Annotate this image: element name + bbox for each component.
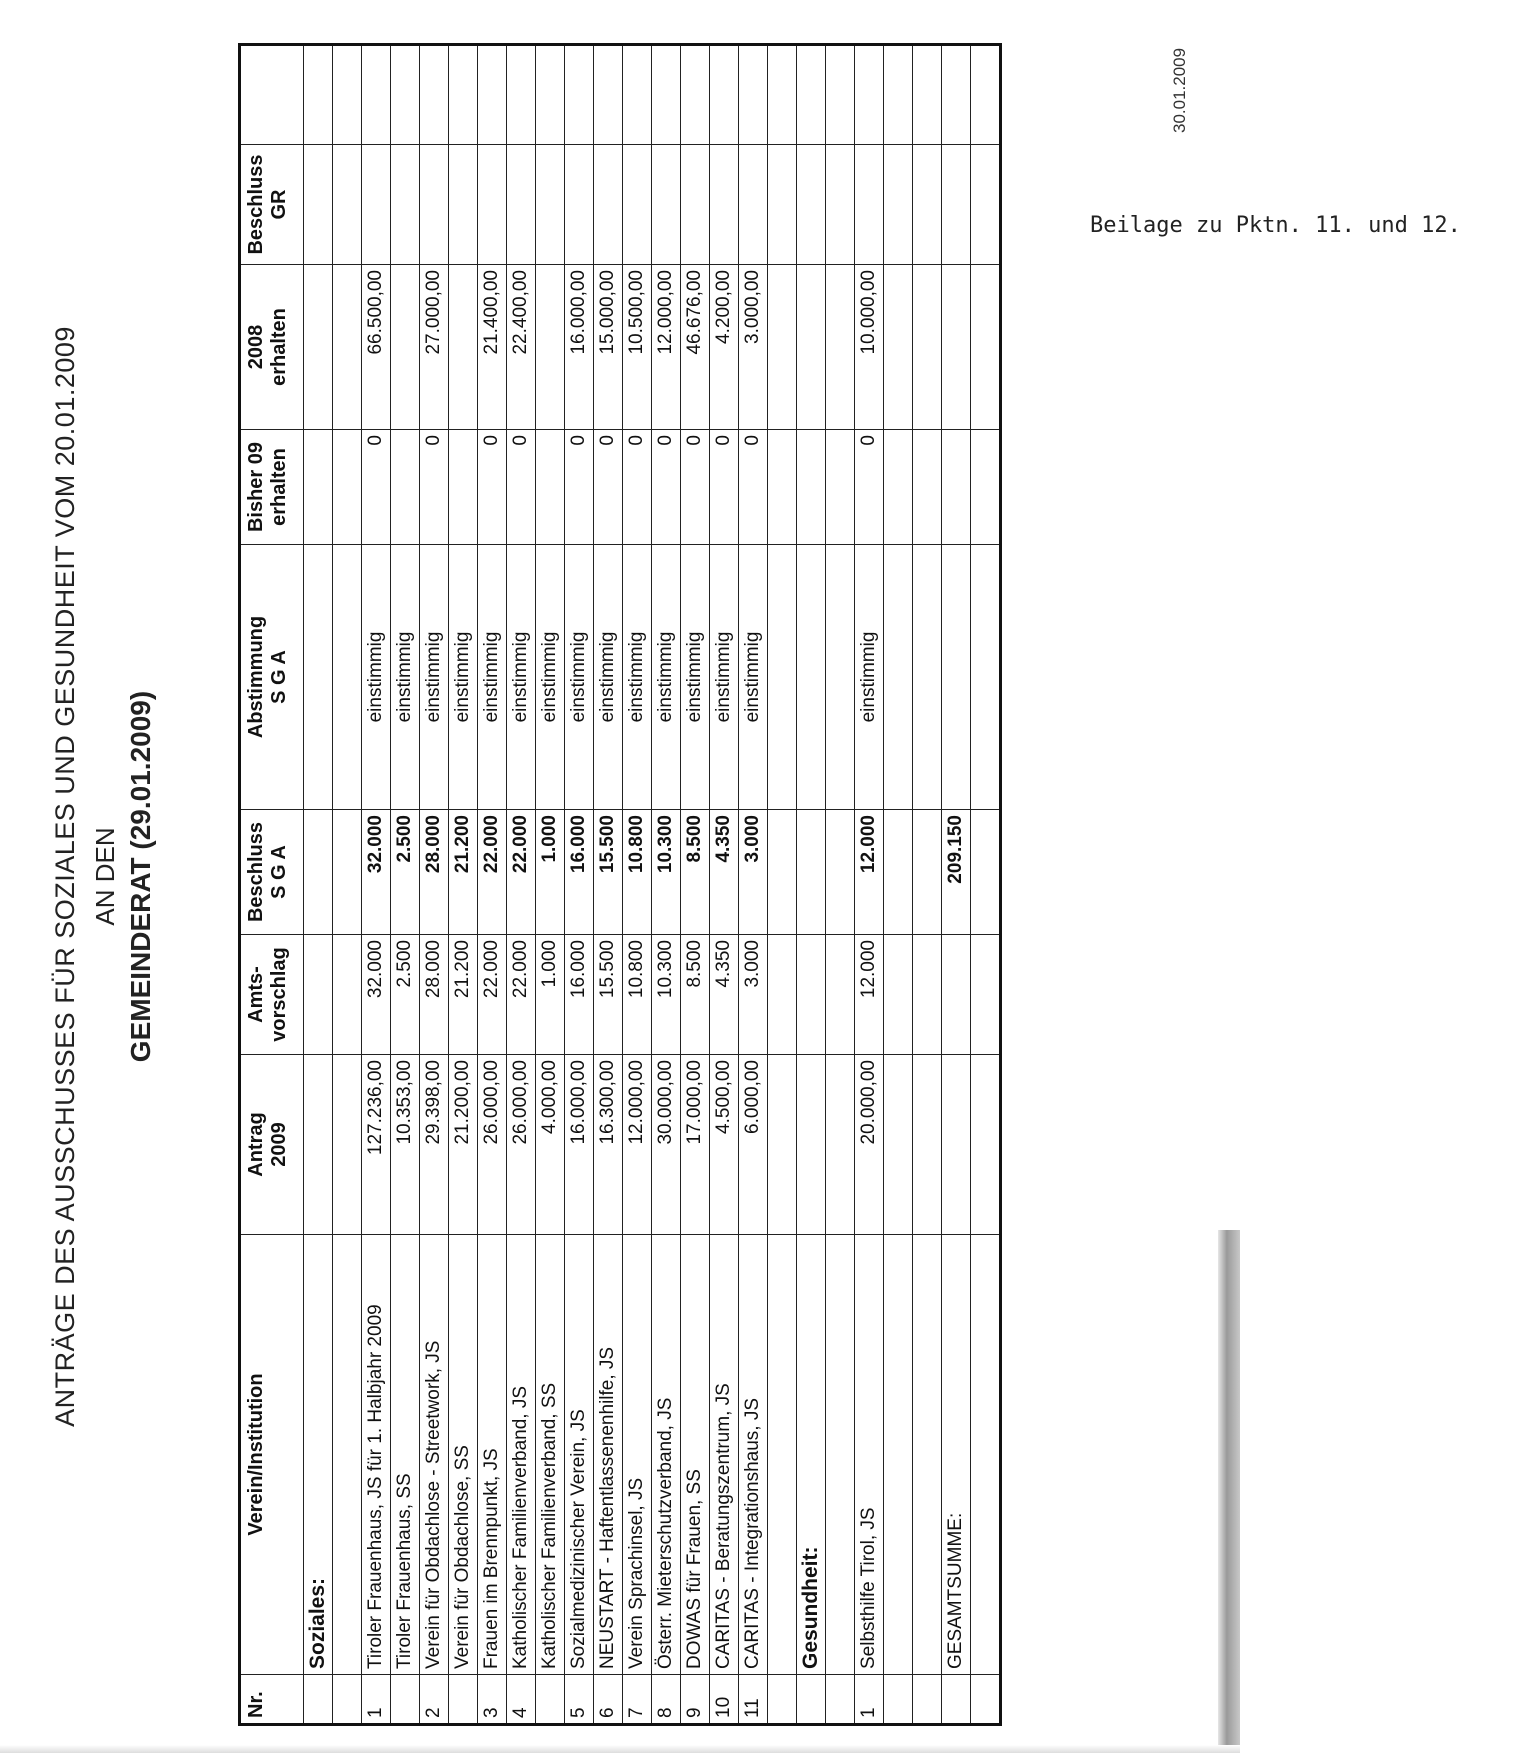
row-beschluss-gr [681,145,710,265]
row-antrag: 10.353,00 [391,1055,420,1235]
row-antrag: 4.500,00 [710,1055,739,1235]
cell-empty [942,1675,971,1725]
row-bisher: 0 [710,430,739,545]
row-nr [449,1675,478,1725]
cell-empty [826,45,855,145]
header-beschluss-l1: Beschluss [245,821,267,923]
table-row [594,45,623,1725]
stamp-date: 30.01.2009 [1170,47,1189,133]
handwritten-annotation: Beilage zu Pktn. 11. und 12. [1090,213,1461,238]
header-verein: Verein/Institution [240,1235,304,1675]
table-body [304,45,1001,1725]
row-empty [652,45,681,145]
row-antrag: 17.000,00 [681,1055,710,1235]
cell-empty [913,430,942,545]
cell-empty [797,1675,826,1725]
row-nr [536,1675,565,1725]
row-erhalten-2008: 10.000,00 [855,265,884,430]
cell-empty [942,1055,971,1235]
cell-empty [304,545,333,810]
row-abstimmung: einstimmig [507,545,536,810]
row-empty [507,45,536,145]
row-beschluss-gr [420,145,449,265]
row-erhalten-2008: 16.000,00 [565,265,594,430]
cell-empty [942,45,971,145]
row-empty [681,45,710,145]
cell-empty [913,1055,942,1235]
cell-empty [971,1675,1001,1725]
row-abstimmung: einstimmig [855,545,884,810]
row-empty [478,45,507,145]
row-erhalten-2008: 46.676,00 [681,265,710,430]
spacer-row [913,45,942,1725]
row-amtsvorschlag: 10.800 [623,935,652,1055]
row-beschluss: 2.500 [391,810,420,935]
cell-empty [797,145,826,265]
header-amts-l1: Amts- [245,966,267,1023]
row-verein: Verein Sprachinsel, JS [623,1235,652,1675]
cell-empty [768,545,797,810]
row-empty [855,45,884,145]
cell-empty [304,935,333,1055]
row-verein: Tiroler Frauenhaus, JS für 1. Halbjahr 2009 [362,1235,391,1675]
cell-empty [913,45,942,145]
total-value: 209.150 [942,810,971,935]
cell-empty [942,430,971,545]
cell-empty [942,935,971,1055]
row-beschluss: 21.200 [449,810,478,935]
row-abstimmung: einstimmig [362,545,391,810]
row-abstimmung: einstimmig [449,545,478,810]
row-beschluss-gr [623,145,652,265]
row-antrag: 20.000,00 [855,1055,884,1235]
header-amts [240,935,304,1055]
cell-empty [971,265,1001,430]
row-amtsvorschlag: 12.000 [855,935,884,1055]
cell-empty [884,430,913,545]
cell-empty [797,545,826,810]
table-row [391,45,420,1725]
header-antrag-l1: Antrag [245,1112,267,1177]
cell-empty [913,265,942,430]
header-amts-l2: vorschlag [268,947,290,1042]
row-nr: 7 [623,1675,652,1725]
row-bisher: 0 [478,430,507,545]
row-abstimmung: einstimmig [420,545,449,810]
row-empty [420,45,449,145]
cell-empty [304,1675,333,1725]
header-beschluss [240,810,304,935]
cell-empty [304,810,333,935]
cell-empty [768,1235,797,1675]
row-empty [536,45,565,145]
cell-empty [826,430,855,545]
row-bisher: 0 [507,430,536,545]
row-antrag: 4.000,00 [536,1055,565,1235]
row-empty [449,45,478,145]
row-beschluss: 3.000 [739,810,768,935]
row-erhalten-2008: 12.000,00 [652,265,681,430]
header-bisher-l1: Bisher 09 [245,441,267,533]
row-nr: 11 [739,1675,768,1725]
cell-empty [971,145,1001,265]
cell-empty [304,45,333,145]
cell-empty [797,810,826,935]
row-erhalten-2008: 66.500,00 [362,265,391,430]
cell-empty [333,935,362,1055]
header-abstimmung [240,545,304,810]
row-abstimmung: einstimmig [391,545,420,810]
row-verein: Katholischer Familienverband, JS [507,1235,536,1675]
row-verein: CARITAS - Integrationshaus, JS [739,1235,768,1675]
row-antrag: 30.000,00 [652,1055,681,1235]
row-amtsvorschlag: 2.500 [391,935,420,1055]
row-erhalten-2008: 27.000,00 [420,265,449,430]
row-amtsvorschlag: 15.500 [594,935,623,1055]
cell-empty [913,935,942,1055]
row-nr: 10 [710,1675,739,1725]
row-erhalten-2008: 3.000,00 [739,265,768,430]
row-amtsvorschlag: 32.000 [362,935,391,1055]
row-beschluss-gr [652,145,681,265]
row-abstimmung: einstimmig [652,545,681,810]
row-empty [623,45,652,145]
cell-empty [333,265,362,430]
row-empty [710,45,739,145]
row-verein: Frauen im Brennpunkt, JS [478,1235,507,1675]
cell-empty [826,145,855,265]
header-antrag [240,1055,304,1235]
row-nr: 5 [565,1675,594,1725]
row-beschluss-gr [391,145,420,265]
row-empty [739,45,768,145]
header-bisher [240,430,304,545]
row-nr [391,1675,420,1725]
row-amtsvorschlag: 4.350 [710,935,739,1055]
cell-empty [768,45,797,145]
row-empty [362,45,391,145]
cell-empty [826,1055,855,1235]
row-beschluss-gr [362,145,391,265]
header-abstimmung-l2: S G A [268,650,290,704]
cell-empty [797,935,826,1055]
cell-empty [884,45,913,145]
row-beschluss: 16.000 [565,810,594,935]
section-row-soziales [304,45,333,1725]
row-bisher: 0 [623,430,652,545]
row-beschluss: 22.000 [478,810,507,935]
cell-empty [768,265,797,430]
row-abstimmung: einstimmig [739,545,768,810]
row-verein: Verein für Obdachlose - Streetwork, JS [420,1235,449,1675]
row-bisher: 0 [652,430,681,545]
row-abstimmung: einstimmig [536,545,565,810]
row-antrag: 21.200,00 [449,1055,478,1235]
row-abstimmung: einstimmig [623,545,652,810]
cell-empty [826,265,855,430]
cell-empty [913,1235,942,1675]
cell-empty [797,45,826,145]
cell-empty [304,1055,333,1235]
cell-empty [971,545,1001,810]
table-row [478,45,507,1725]
row-beschluss-gr [478,145,507,265]
row-bisher: 0 [420,430,449,545]
spacer-row [826,45,855,1725]
cell-empty [826,1235,855,1675]
row-amtsvorschlag: 21.200 [449,935,478,1055]
spacer-row [768,45,797,1725]
document-subtitle: AN DEN [90,827,120,926]
cell-empty [884,1055,913,1235]
cell-empty [333,1055,362,1235]
row-nr: 1 [362,1675,391,1725]
row-amtsvorschlag: 8.500 [681,935,710,1055]
cell-empty [768,810,797,935]
cell-empty [942,265,971,430]
header-abstimmung-l1: Abstimmung [245,615,267,739]
spacer-row [333,45,362,1725]
row-verein: Katholischer Familienverband, SS [536,1235,565,1675]
row-verein: Selbsthilfe Tirol, JS [855,1235,884,1675]
row-bisher: 0 [594,430,623,545]
row-verein: DOWAS für Frauen, SS [681,1235,710,1675]
header-empty [240,45,304,145]
row-bisher [391,430,420,545]
cell-empty [884,545,913,810]
spacer-row [884,45,913,1725]
row-beschluss: 15.500 [594,810,623,935]
table-row [420,45,449,1725]
cell-empty [884,1675,913,1725]
row-bisher: 0 [565,430,594,545]
table-row [681,45,710,1725]
cell-empty [826,1675,855,1725]
cell-empty [768,145,797,265]
cell-empty [971,45,1001,145]
row-erhalten-2008: 10.500,00 [623,265,652,430]
cell-empty [971,1235,1001,1675]
row-verein: Österr. Mieterschutzverband, JS [652,1235,681,1675]
cell-empty [913,1675,942,1725]
table-header-row [240,45,304,1725]
row-beschluss: 22.000 [507,810,536,935]
row-amtsvorschlag: 10.300 [652,935,681,1055]
row-bisher: 0 [855,430,884,545]
row-beschluss-gr [594,145,623,265]
table-row [362,45,391,1725]
table-row [565,45,594,1725]
cell-empty [797,430,826,545]
row-bisher: 0 [681,430,710,545]
row-erhalten-2008: 15.000,00 [594,265,623,430]
cell-empty [333,545,362,810]
row-nr: 3 [478,1675,507,1725]
cell-empty [884,1235,913,1675]
row-abstimmung: einstimmig [594,545,623,810]
row-beschluss: 28.000 [420,810,449,935]
row-amtsvorschlag: 22.000 [507,935,536,1055]
cell-empty [942,545,971,810]
cell-empty [304,265,333,430]
cell-empty [333,145,362,265]
row-erhalten-2008: 21.400,00 [478,265,507,430]
cell-empty [971,935,1001,1055]
cell-empty [768,430,797,545]
row-antrag: 26.000,00 [478,1055,507,1235]
table-row [652,45,681,1725]
cell-empty [797,1055,826,1235]
row-erhalten-2008 [536,265,565,430]
document-recipient: GEMEINDERAT (29.01.2009) [125,690,156,1063]
cell-empty [333,1675,362,1725]
spacer-row [971,45,1001,1725]
header-erhalten-l1: 2008 [245,324,267,370]
row-abstimmung: einstimmig [710,545,739,810]
table-row [449,45,478,1725]
table-row [623,45,652,1725]
row-amtsvorschlag: 1.000 [536,935,565,1055]
row-antrag: 6.000,00 [739,1055,768,1235]
row-bisher: 0 [739,430,768,545]
row-antrag: 12.000,00 [623,1055,652,1235]
header-beschluss-gr-l2: GR [268,189,290,220]
row-antrag: 127.236,00 [362,1055,391,1235]
cell-empty [971,430,1001,545]
cell-empty [971,1055,1001,1235]
header-beschluss-gr-l1: Beschluss [245,154,267,255]
document-title: ANTRÄGE DES AUSSCHUSSES FÜR SOZIALES UND GESUNDHEIT VOM 20.01.2009 [50,326,80,1427]
row-nr: 6 [594,1675,623,1725]
row-verein: Tiroler Frauenhaus, SS [391,1235,420,1675]
row-antrag: 29.398,00 [420,1055,449,1235]
row-beschluss-gr [565,145,594,265]
row-beschluss-gr [739,145,768,265]
header-nr: Nr. [240,1675,304,1725]
cell-empty [913,545,942,810]
total-row [942,45,971,1725]
header-erhalten-l2: erhalten [268,308,290,386]
cell-empty [884,935,913,1055]
row-bisher: 0 [362,430,391,545]
cell-empty [768,1675,797,1725]
table-row [710,45,739,1725]
row-empty [565,45,594,145]
cell-empty [884,810,913,935]
cell-empty [333,1235,362,1675]
header-beschluss-l2: S G A [268,845,290,899]
row-abstimmung: einstimmig [565,545,594,810]
header-erhalten-2008 [240,265,304,430]
row-beschluss-gr [536,145,565,265]
table-row [507,45,536,1725]
cell-empty [884,265,913,430]
row-abstimmung: einstimmig [478,545,507,810]
row-verein: Sozialmedizinischer Verein, JS [565,1235,594,1675]
cell-empty [826,545,855,810]
row-beschluss-gr [507,145,536,265]
total-label: GESAMTSUMME: [942,1235,971,1675]
cell-empty [913,810,942,935]
row-antrag: 16.000,00 [565,1055,594,1235]
row-beschluss-gr [855,145,884,265]
row-beschluss: 32.000 [362,810,391,935]
row-erhalten-2008 [391,265,420,430]
row-bisher [536,430,565,545]
cell-empty [971,810,1001,935]
grant-table [238,43,1002,1726]
row-beschluss-gr [449,145,478,265]
row-verein: NEUSTART - Haftentlassenenhilfe, JS [594,1235,623,1675]
row-erhalten-2008: 22.400,00 [507,265,536,430]
cell-empty [942,145,971,265]
cell-empty [768,935,797,1055]
row-nr: 2 [420,1675,449,1725]
cell-empty [826,810,855,935]
row-beschluss: 8.500 [681,810,710,935]
row-abstimmung: einstimmig [681,545,710,810]
row-erhalten-2008: 4.200,00 [710,265,739,430]
row-nr: 8 [652,1675,681,1725]
row-empty [391,45,420,145]
row-beschluss-gr [710,145,739,265]
cell-empty [304,430,333,545]
cell-empty [333,430,362,545]
cell-empty [333,810,362,935]
row-empty [594,45,623,145]
cell-empty [333,45,362,145]
header-antrag-l2: 2009 [268,1122,290,1167]
cell-empty [797,265,826,430]
row-amtsvorschlag: 28.000 [420,935,449,1055]
row-beschluss: 1.000 [536,810,565,935]
row-amtsvorschlag: 3.000 [739,935,768,1055]
cell-empty [304,145,333,265]
row-nr: 9 [681,1675,710,1725]
table-row [536,45,565,1725]
cell-empty [826,935,855,1055]
row-bisher [449,430,478,545]
row-beschluss: 12.000 [855,810,884,935]
section-label-gesundheit: Gesundheit: [797,1235,826,1675]
cell-empty [768,1055,797,1235]
header-bisher-l2: erhalten [268,448,290,526]
row-antrag: 16.300,00 [594,1055,623,1235]
row-nr: 1 [855,1675,884,1725]
row-beschluss: 10.300 [652,810,681,935]
row-verein: Verein für Obdachlose, SS [449,1235,478,1675]
table-row [739,45,768,1725]
row-erhalten-2008 [449,265,478,430]
row-amtsvorschlag: 22.000 [478,935,507,1055]
table-row [855,45,884,1725]
cell-empty [884,145,913,265]
row-antrag: 26.000,00 [507,1055,536,1235]
header-beschluss-gr [240,145,304,265]
row-nr: 4 [507,1675,536,1725]
row-amtsvorschlag: 16.000 [565,935,594,1055]
cell-empty [913,145,942,265]
row-verein: CARITAS - Beratungszentrum, JS [710,1235,739,1675]
section-label-soziales: Soziales: [304,1235,333,1675]
row-beschluss: 10.800 [623,810,652,935]
section-row-gesundheit [797,45,826,1725]
row-beschluss: 4.350 [710,810,739,935]
